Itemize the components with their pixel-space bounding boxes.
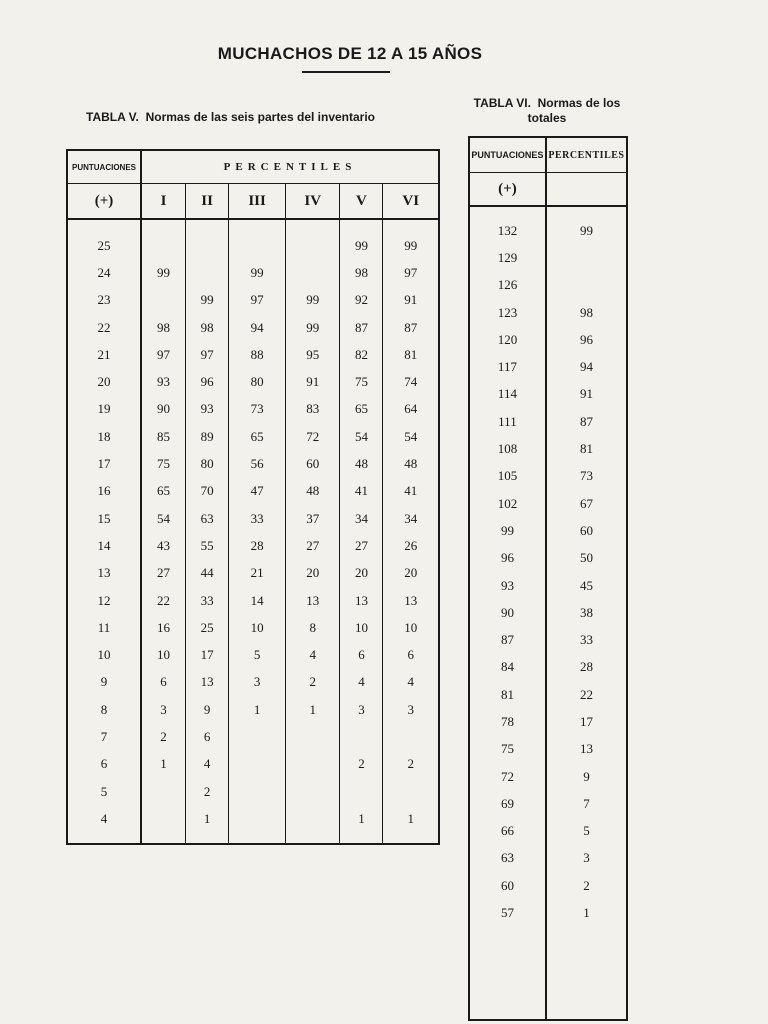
percentile-cell: 3	[407, 701, 414, 717]
table-row	[469, 463, 627, 490]
score-cell: 117	[469, 353, 546, 380]
percentile-cell	[286, 723, 340, 750]
score-cell: 126	[469, 272, 546, 299]
tabla-vi-caption-label: TABLA VI.	[473, 96, 531, 110]
percentile-cell: 2	[340, 751, 383, 778]
table-row	[469, 517, 627, 544]
score-cell: 129	[469, 244, 546, 271]
table-row	[67, 723, 439, 750]
percentile-cell: 74	[404, 374, 418, 390]
percentile-cell: 1	[407, 810, 414, 826]
percentile-cell: 16	[141, 614, 186, 641]
score-cell: 66	[469, 818, 546, 845]
percentile-cell: 91	[579, 386, 593, 402]
table-row	[67, 287, 439, 314]
percentile-cell	[286, 259, 340, 286]
percentile-cell	[141, 778, 186, 805]
tabla-v-column-header: V	[340, 184, 383, 220]
table-row	[469, 626, 627, 653]
table-row	[67, 341, 439, 368]
score-cell: 60	[469, 872, 546, 899]
score-cell: 72	[469, 763, 546, 790]
percentile-cell: 41	[340, 478, 383, 505]
percentile-cell: 54	[141, 505, 186, 532]
tabla-v-caption-label: TABLA V.	[86, 110, 139, 124]
percentile-cell: 20	[286, 560, 340, 587]
percentile-cell: 33	[186, 587, 229, 614]
tabla-v-header-percentiles: PERCENTILES	[141, 150, 439, 184]
percentile-cell: 63	[186, 505, 229, 532]
table-row	[67, 505, 439, 532]
score-cell: 10	[67, 641, 141, 668]
percentile-cell: 6	[186, 723, 229, 750]
score-cell: 87	[469, 626, 546, 653]
tabla-vi-caption	[452, 96, 642, 126]
tabla-v-caption	[86, 110, 375, 124]
table-row	[67, 805, 439, 843]
percentile-cell: 26	[404, 537, 418, 553]
score-cell: 18	[67, 423, 141, 450]
score-cell: 75	[469, 736, 546, 763]
percentile-cell: 4	[286, 641, 340, 668]
percentile-cell: 95	[286, 341, 340, 368]
tabla-vi-subheader-blank	[546, 173, 627, 207]
score-cell: 19	[67, 396, 141, 423]
score-cell: 21	[67, 341, 141, 368]
score-cell: 9	[67, 669, 141, 696]
table-row	[67, 314, 439, 341]
score-cell: 23	[67, 287, 141, 314]
score-cell: 17	[67, 450, 141, 477]
percentile-cell: 87	[340, 314, 383, 341]
percentile-cell: 20	[340, 560, 383, 587]
percentile-cell: 8	[286, 614, 340, 641]
percentile-cell	[229, 219, 286, 259]
percentile-cell: 72	[286, 423, 340, 450]
score-cell: 24	[67, 259, 141, 286]
percentile-cell: 22	[579, 686, 593, 702]
table-row	[67, 259, 439, 286]
table-row	[469, 763, 627, 790]
percentile-cell: 2	[141, 723, 186, 750]
percentile-cell: 96	[186, 368, 229, 395]
tabla-vi-caption-text-1: Normas de los	[537, 96, 621, 110]
percentile-cell: 5	[583, 823, 590, 839]
percentile-cell: 99	[229, 259, 286, 286]
score-cell: 15	[67, 505, 141, 532]
tabla-vi-header-percentiles: PERCENTILES	[546, 137, 627, 173]
table-row	[469, 435, 627, 462]
score-cell: 11	[67, 614, 141, 641]
percentile-cell: 67	[579, 495, 593, 511]
percentile-cell: 27	[141, 560, 186, 587]
percentile-cell	[383, 723, 439, 750]
percentile-cell: 45	[579, 577, 593, 593]
table-row	[67, 396, 439, 423]
percentile-cell: 25	[186, 614, 229, 641]
percentile-cell: 60	[579, 522, 593, 538]
score-cell: 22	[67, 314, 141, 341]
table-row	[469, 599, 627, 626]
percentile-cell	[229, 723, 286, 750]
percentile-cell	[186, 259, 229, 286]
percentile-cell: 97	[141, 341, 186, 368]
score-cell: 8	[67, 696, 141, 723]
tabla-v-caption-text: Normas de las seis partes del inventario	[145, 110, 376, 124]
percentile-cell	[229, 751, 286, 778]
tabla-v-column-header: I	[141, 184, 186, 220]
table-row	[469, 244, 627, 271]
table-row	[469, 681, 627, 708]
table-row	[469, 572, 627, 599]
percentile-cell: 4	[186, 751, 229, 778]
score-cell: 12	[67, 587, 141, 614]
table-row	[67, 778, 439, 805]
percentile-cell: 28	[229, 532, 286, 559]
percentile-cell: 55	[186, 532, 229, 559]
table-row	[469, 790, 627, 817]
table-row	[67, 423, 439, 450]
percentile-cell: 37	[286, 505, 340, 532]
tabla-v-column-header: III	[229, 184, 286, 220]
percentile-cell: 82	[340, 341, 383, 368]
table-row	[469, 545, 627, 572]
percentile-cell: 7	[583, 795, 590, 811]
tabla-v-column-header: IV	[286, 184, 340, 220]
percentile-cell: 48	[340, 450, 383, 477]
percentile-cell: 44	[186, 560, 229, 587]
percentile-cell: 99	[340, 219, 383, 259]
percentile-cell: 9	[583, 768, 590, 784]
percentile-cell: 91	[404, 292, 418, 308]
percentile-cell: 22	[141, 587, 186, 614]
percentile-cell: 98	[141, 314, 186, 341]
percentile-cell: 94	[579, 359, 593, 375]
score-cell: 63	[469, 845, 546, 872]
percentile-cell	[286, 778, 340, 805]
score-cell: 13	[67, 560, 141, 587]
tabla-vi-subheader-symbol: (+)	[469, 173, 546, 207]
percentile-cell: 3	[229, 669, 286, 696]
score-cell: 5	[67, 778, 141, 805]
score-cell: 7	[67, 723, 141, 750]
percentile-cell: 4	[340, 669, 383, 696]
percentile-cell: 6	[141, 669, 186, 696]
percentile-cell	[286, 805, 340, 843]
percentile-cell	[229, 778, 286, 805]
percentile-cell: 2	[286, 669, 340, 696]
percentile-cell: 98	[186, 314, 229, 341]
table-row	[67, 751, 439, 778]
percentile-cell: 41	[404, 483, 418, 499]
percentile-cell	[546, 244, 627, 271]
table-row	[469, 654, 627, 681]
table-row	[469, 353, 627, 380]
percentile-cell: 1	[286, 696, 340, 723]
percentile-cell: 90	[141, 396, 186, 423]
tabla-v-header-puntuaciones: PUNTUACIONES	[67, 150, 141, 184]
table-row	[469, 408, 627, 435]
score-cell: 90	[469, 599, 546, 626]
score-cell: 84	[469, 654, 546, 681]
percentile-cell: 2	[583, 877, 590, 893]
percentile-cell: 93	[186, 396, 229, 423]
percentile-cell: 2	[407, 756, 414, 772]
percentile-cell	[546, 272, 627, 299]
percentile-cell: 10	[141, 641, 186, 668]
percentile-cell	[229, 805, 286, 843]
empty-cell	[546, 927, 627, 1020]
percentile-cell: 33	[579, 632, 593, 648]
table-row	[469, 845, 627, 872]
percentile-cell: 75	[141, 450, 186, 477]
percentile-cell: 1	[229, 696, 286, 723]
table-row	[469, 206, 627, 244]
tabla-v-subheader-symbol: (+)	[67, 184, 141, 220]
percentile-cell: 99	[286, 287, 340, 314]
percentile-cell: 92	[340, 287, 383, 314]
score-cell: 93	[469, 572, 546, 599]
score-cell: 6	[67, 751, 141, 778]
percentile-cell	[340, 778, 383, 805]
score-cell: 111	[469, 408, 546, 435]
percentile-cell: 3	[583, 850, 590, 866]
table-row	[469, 736, 627, 763]
table-row	[67, 587, 439, 614]
percentile-cell: 64	[404, 401, 418, 417]
table-row	[67, 696, 439, 723]
page-title: MUCHACHOS DE 12 A 15 AÑOS	[217, 44, 483, 63]
percentile-cell: 10	[404, 619, 418, 635]
table-row	[469, 326, 627, 353]
table-row	[469, 899, 627, 926]
score-cell: 16	[67, 478, 141, 505]
percentile-cell: 97	[404, 264, 418, 280]
percentile-cell: 20	[404, 565, 418, 581]
table-row	[469, 872, 627, 899]
percentile-cell: 27	[340, 532, 383, 559]
percentile-cell: 13	[186, 669, 229, 696]
score-cell: 20	[67, 368, 141, 395]
percentile-cell: 96	[579, 331, 593, 347]
percentile-cell: 99	[186, 287, 229, 314]
tabla-vi-header-puntuaciones: PUNTUACIONES	[469, 137, 546, 173]
percentile-cell: 1	[141, 751, 186, 778]
percentile-cell: 5	[229, 641, 286, 668]
percentile-cell: 85	[141, 423, 186, 450]
percentile-cell: 1	[340, 805, 383, 843]
percentile-cell: 3	[340, 696, 383, 723]
percentile-cell: 3	[141, 696, 186, 723]
empty-cell	[469, 927, 546, 1020]
percentile-cell: 2	[186, 778, 229, 805]
percentile-cell: 6	[340, 641, 383, 668]
percentile-cell: 87	[404, 319, 418, 335]
percentile-cell: 10	[340, 614, 383, 641]
percentile-cell: 81	[404, 346, 418, 362]
percentile-cell: 99	[579, 222, 593, 238]
percentile-cell: 65	[229, 423, 286, 450]
score-cell: 69	[469, 790, 546, 817]
score-cell: 102	[469, 490, 546, 517]
percentile-cell: 75	[340, 368, 383, 395]
percentile-cell: 1	[186, 805, 229, 843]
percentile-cell	[286, 219, 340, 259]
percentile-cell: 83	[286, 396, 340, 423]
percentile-cell: 43	[141, 532, 186, 559]
score-cell: 81	[469, 681, 546, 708]
percentile-cell: 98	[579, 304, 593, 320]
percentile-cell: 89	[186, 423, 229, 450]
score-cell: 123	[469, 299, 546, 326]
percentile-cell: 17	[579, 713, 593, 729]
percentile-cell	[383, 778, 439, 805]
percentile-cell	[286, 751, 340, 778]
table-row	[67, 614, 439, 641]
percentile-cell: 6	[407, 647, 414, 663]
title-underline	[302, 71, 390, 73]
tabla-vi-caption-text-2: totales	[527, 111, 567, 125]
percentile-cell: 4	[407, 674, 414, 690]
percentile-cell: 50	[579, 550, 593, 566]
percentile-cell: 81	[579, 441, 593, 457]
score-cell: 25	[67, 219, 141, 259]
table-row	[67, 450, 439, 477]
percentile-cell	[141, 219, 186, 259]
percentile-cell: 13	[579, 741, 593, 757]
score-cell: 105	[469, 463, 546, 490]
percentile-cell: 13	[286, 587, 340, 614]
score-cell: 108	[469, 435, 546, 462]
percentile-cell: 1	[583, 905, 590, 921]
percentile-cell: 93	[141, 368, 186, 395]
percentile-cell: 56	[229, 450, 286, 477]
score-cell: 120	[469, 326, 546, 353]
percentile-cell: 28	[579, 659, 593, 675]
table-row	[469, 381, 627, 408]
table-row	[67, 368, 439, 395]
table-row	[67, 560, 439, 587]
table-row	[67, 478, 439, 505]
percentile-cell: 70	[186, 478, 229, 505]
table-row	[469, 818, 627, 845]
percentile-cell: 34	[404, 510, 418, 526]
score-cell: 57	[469, 899, 546, 926]
percentile-cell: 33	[229, 505, 286, 532]
percentile-cell: 99	[286, 314, 340, 341]
tabla-vi	[468, 136, 628, 1021]
table-row	[469, 708, 627, 735]
percentile-cell: 27	[286, 532, 340, 559]
percentile-cell: 73	[229, 396, 286, 423]
percentile-cell: 98	[340, 259, 383, 286]
percentile-cell: 97	[186, 341, 229, 368]
table-row	[469, 490, 627, 517]
percentile-cell: 73	[579, 468, 593, 484]
percentile-cell: 14	[229, 587, 286, 614]
table-row	[469, 272, 627, 299]
tabla-v-column-header: VI	[383, 184, 439, 220]
percentile-cell: 13	[340, 587, 383, 614]
percentile-cell: 97	[229, 287, 286, 314]
percentile-cell: 54	[404, 428, 418, 444]
percentile-cell	[340, 723, 383, 750]
percentile-cell: 47	[229, 478, 286, 505]
percentile-cell: 65	[141, 478, 186, 505]
score-cell: 78	[469, 708, 546, 735]
percentile-cell	[141, 287, 186, 314]
percentile-cell: 99	[404, 237, 418, 253]
score-cell: 132	[469, 206, 546, 244]
percentile-cell: 48	[286, 478, 340, 505]
score-cell: 14	[67, 532, 141, 559]
percentile-cell: 94	[229, 314, 286, 341]
table-row	[67, 669, 439, 696]
percentile-cell: 60	[286, 450, 340, 477]
percentile-cell: 17	[186, 641, 229, 668]
percentile-cell: 87	[579, 413, 593, 429]
score-cell: 4	[67, 805, 141, 843]
table-filler-row	[469, 927, 627, 1020]
tabla-v	[66, 149, 440, 845]
percentile-cell: 91	[286, 368, 340, 395]
percentile-cell: 48	[404, 456, 418, 472]
percentile-cell: 34	[340, 505, 383, 532]
percentile-cell	[186, 219, 229, 259]
percentile-cell: 65	[340, 396, 383, 423]
percentile-cell: 10	[229, 614, 286, 641]
score-cell: 99	[469, 517, 546, 544]
percentile-cell: 88	[229, 341, 286, 368]
percentile-cell	[141, 805, 186, 843]
table-row	[67, 219, 439, 259]
percentile-cell: 9	[186, 696, 229, 723]
percentile-cell: 21	[229, 560, 286, 587]
percentile-cell: 54	[340, 423, 383, 450]
percentile-cell: 80	[229, 368, 286, 395]
tabla-v-column-header: II	[186, 184, 229, 220]
percentile-cell: 13	[404, 592, 418, 608]
percentile-cell: 99	[141, 259, 186, 286]
score-cell: 114	[469, 381, 546, 408]
percentile-cell: 38	[579, 604, 593, 620]
table-row	[469, 299, 627, 326]
percentile-cell: 80	[186, 450, 229, 477]
table-row	[67, 532, 439, 559]
score-cell: 96	[469, 545, 546, 572]
table-row	[67, 641, 439, 668]
